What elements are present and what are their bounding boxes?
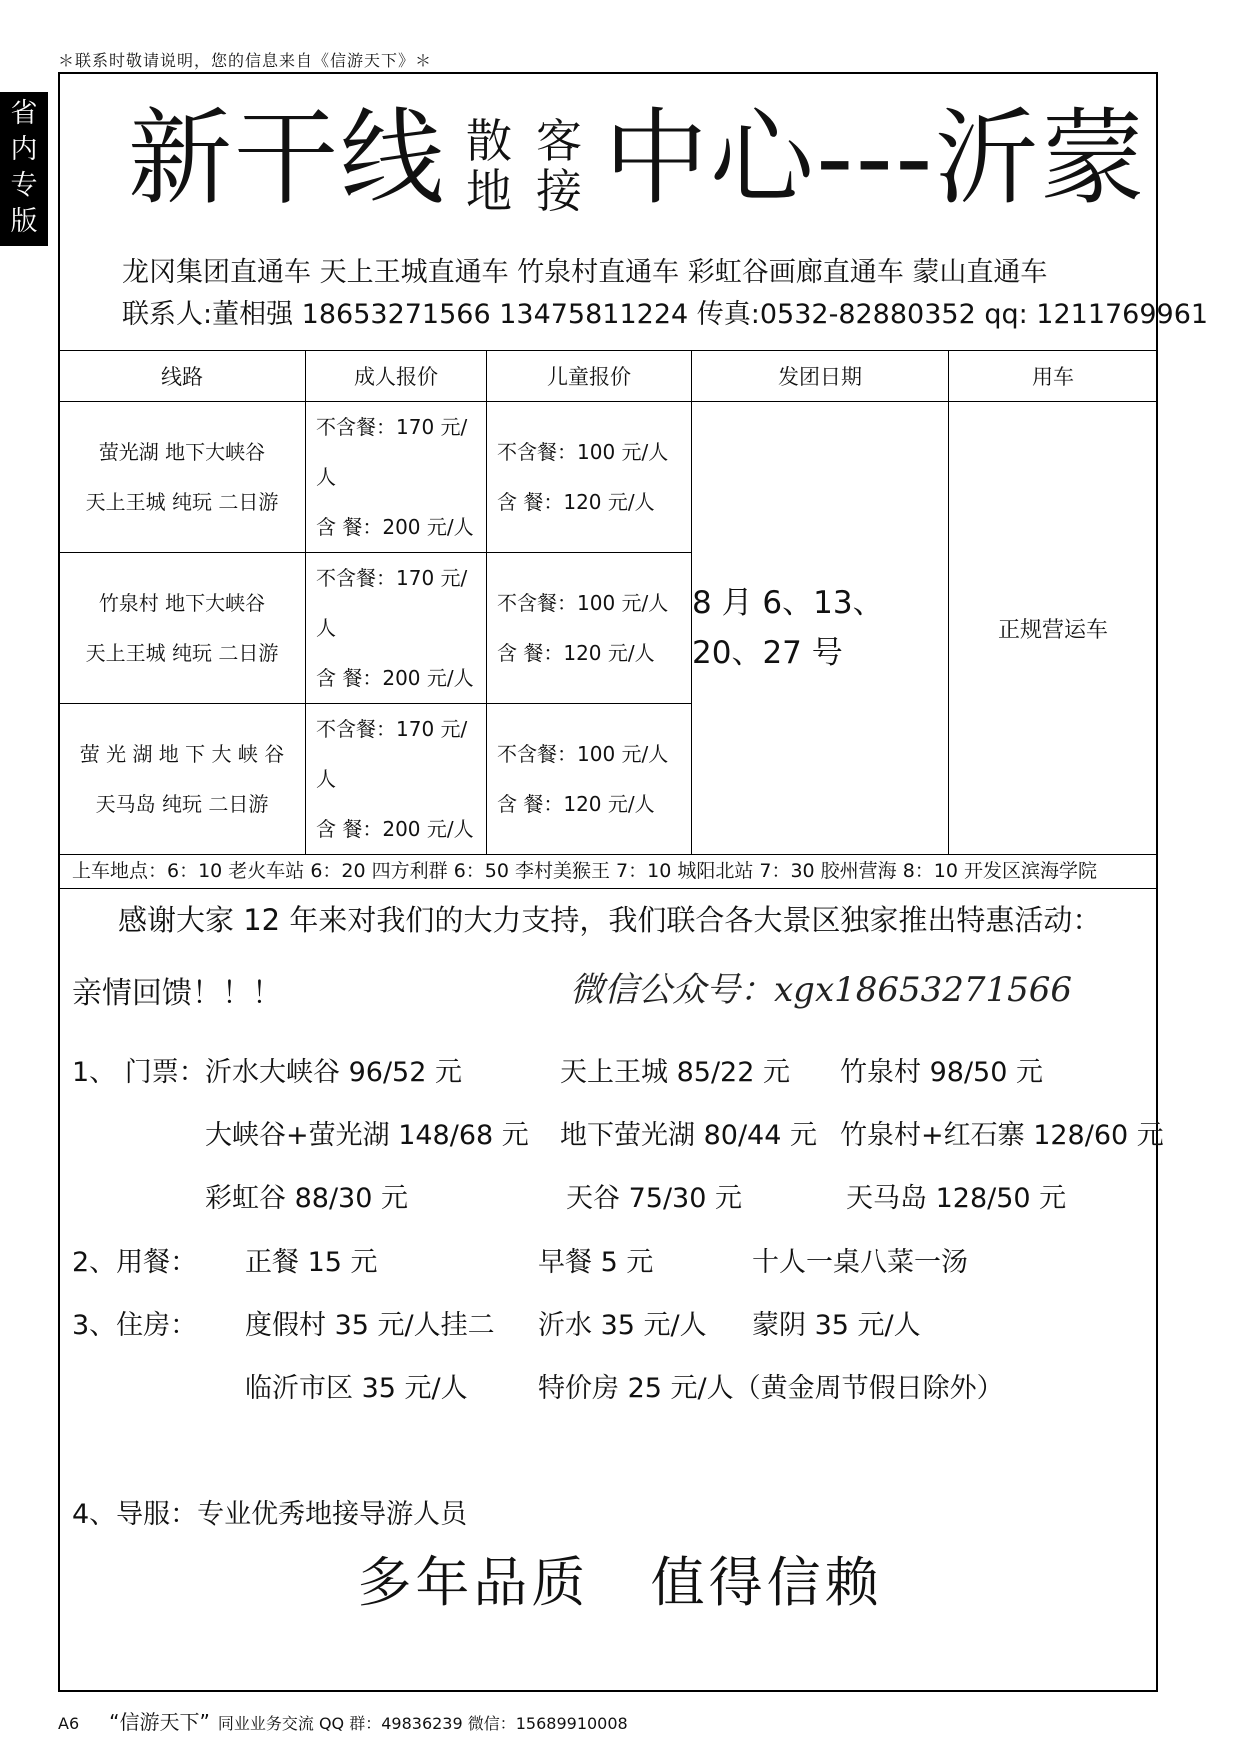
title-stacked-chars	[450, 113, 600, 218]
direct-bus-lines: 龙冈集团直通车 天上王城直通车 竹泉村直通车 彩虹谷画廊直通车 蒙山直通车	[122, 257, 1048, 288]
wechat-official-account: 微信公众号：xgx18653271566	[570, 970, 1073, 1010]
price-line: 不含餐：100 元/人	[497, 440, 669, 464]
price-line: 不含餐：170 元/人	[316, 415, 468, 489]
title-stack-char: 接	[536, 163, 585, 218]
side-tab-char: 省	[10, 98, 38, 129]
header-vehicle: 用车	[949, 351, 1158, 402]
lodging-item: 临沂市区 35 元/人	[245, 1373, 468, 1404]
price-line: 含 餐：120 元/人	[497, 641, 655, 665]
price-line: 不含餐：170 元/人	[316, 717, 468, 791]
price-line: 不含餐：170 元/人	[316, 566, 468, 640]
ticket-item: 地下萤光湖 80/44 元	[560, 1120, 817, 1151]
route-line: 萤 光 湖 地 下 大 峡 谷	[79, 742, 285, 766]
section-divider	[58, 888, 1158, 889]
lodging-item: 沂水 35 元/人	[538, 1310, 707, 1341]
lodging-item: 度假村 35 元/人挂二	[245, 1310, 495, 1341]
route-cell	[59, 553, 306, 704]
lodging-label: 3、住房：	[72, 1310, 198, 1341]
page-title	[128, 98, 1147, 218]
ticket-item: 彩虹谷 88/30 元	[205, 1183, 408, 1214]
adult-price-cell	[306, 402, 487, 553]
ticket-item: 天上王城 85/22 元	[560, 1057, 790, 1088]
route-line: 天马岛 纯玩 二日游	[95, 792, 269, 816]
route-cell	[59, 704, 306, 855]
route-line: 萤光湖 地下大峡谷	[98, 440, 266, 464]
price-line: 含 餐：200 元/人	[316, 817, 474, 841]
adult-price-cell	[306, 553, 487, 704]
ticket-item: 竹泉村 98/50 元	[840, 1057, 1043, 1088]
title-part1: 新干线	[128, 97, 447, 219]
thanks-message: 感谢大家 12 年来对我们的大力支持，我们联合各大景区独家推出特惠活动：	[118, 903, 1102, 937]
guide-service: 4、导服：专业优秀地接导游人员	[72, 1499, 468, 1530]
price-line: 含 餐：200 元/人	[316, 666, 474, 690]
table-row	[59, 402, 1158, 553]
ticket-item: 沂水大峡谷 96/52 元	[205, 1057, 462, 1088]
ticket-item: 天马岛 128/50 元	[846, 1183, 1067, 1214]
route-line: 天上王城 纯玩 二日游	[85, 641, 279, 665]
slogan: 多年品质 值得信赖	[357, 1551, 883, 1614]
footer-brand: “信游天下”	[109, 1710, 210, 1734]
title-stack-char: 客	[536, 113, 585, 168]
meal-item: 正餐 15 元	[245, 1247, 378, 1278]
route-price-table	[58, 350, 1158, 855]
ticket-item: 天谷 75/30 元	[566, 1183, 742, 1214]
page-number: A6	[58, 1714, 80, 1733]
price-line: 不含餐：100 元/人	[497, 742, 669, 766]
child-price-cell	[487, 553, 692, 704]
ticket-item: 大峡谷+萤光湖 148/68 元	[205, 1120, 529, 1151]
meal-item: 早餐 5 元	[538, 1247, 654, 1278]
route-line: 天上王城 纯玩 二日游	[85, 490, 279, 514]
route-cell	[59, 402, 306, 553]
side-tab-char: 版	[10, 206, 38, 237]
pickup-locations: 上车地点：6：10 老火车站 6：20 四方利群 6：50 李村美猴王 7：10 城阳北站 7：30 胶州营海 8：10 开发区滨海学院	[72, 860, 1098, 882]
contact-info: 联系人:董相强 18653271566 13475811224 传真:0532-82880352 qq: 1211769961	[122, 299, 1209, 330]
ticket-item: 竹泉村+红石寨 128/60 元	[840, 1120, 1164, 1151]
price-line: 不含餐：100 元/人	[497, 591, 669, 615]
price-line: 含 餐：200 元/人	[316, 515, 474, 539]
header-child-price: 儿童报价	[487, 351, 692, 402]
table-header-row	[59, 351, 1158, 402]
title-part2: 中心---沂蒙	[604, 97, 1147, 219]
side-tab	[0, 92, 48, 246]
lodging-item: 特价房 25 元/人（黄金周节假日除外）	[538, 1373, 1004, 1404]
side-tab-char: 专	[10, 170, 38, 201]
meals-label: 2、用餐：	[72, 1247, 198, 1278]
header-route: 线路	[59, 351, 306, 402]
footer-contact: 同业业务交流 QQ 群：49836239 微信：15689910008	[217, 1714, 628, 1733]
side-tab-char: 内	[10, 134, 38, 165]
footer	[58, 1706, 628, 1735]
feedback-heading: 亲情回馈！！！	[72, 976, 282, 1011]
title-stack-char: 散	[466, 113, 515, 168]
price-line: 含 餐：120 元/人	[497, 792, 655, 816]
vehicle-type: 正规营运车	[949, 402, 1158, 855]
tickets-label: 1、 门票：	[72, 1057, 206, 1088]
child-price-cell	[487, 402, 692, 553]
meal-item: 十人一桌八菜一汤	[752, 1247, 968, 1278]
price-line: 含 餐：120 元/人	[497, 490, 655, 514]
lodging-item: 蒙阴 35 元/人	[752, 1310, 921, 1341]
adult-price-cell	[306, 704, 487, 855]
header-dates: 发团日期	[692, 351, 949, 402]
child-price-cell	[487, 704, 692, 855]
title-stack-char: 地	[466, 163, 515, 218]
top-note: ＊联系时敬请说明，您的信息来自《信游天下》＊	[58, 51, 433, 70]
departure-dates: 8 月 6、13、20、27 号	[692, 402, 949, 855]
header-adult-price: 成人报价	[306, 351, 487, 402]
route-line: 竹泉村 地下大峡谷	[98, 591, 266, 615]
